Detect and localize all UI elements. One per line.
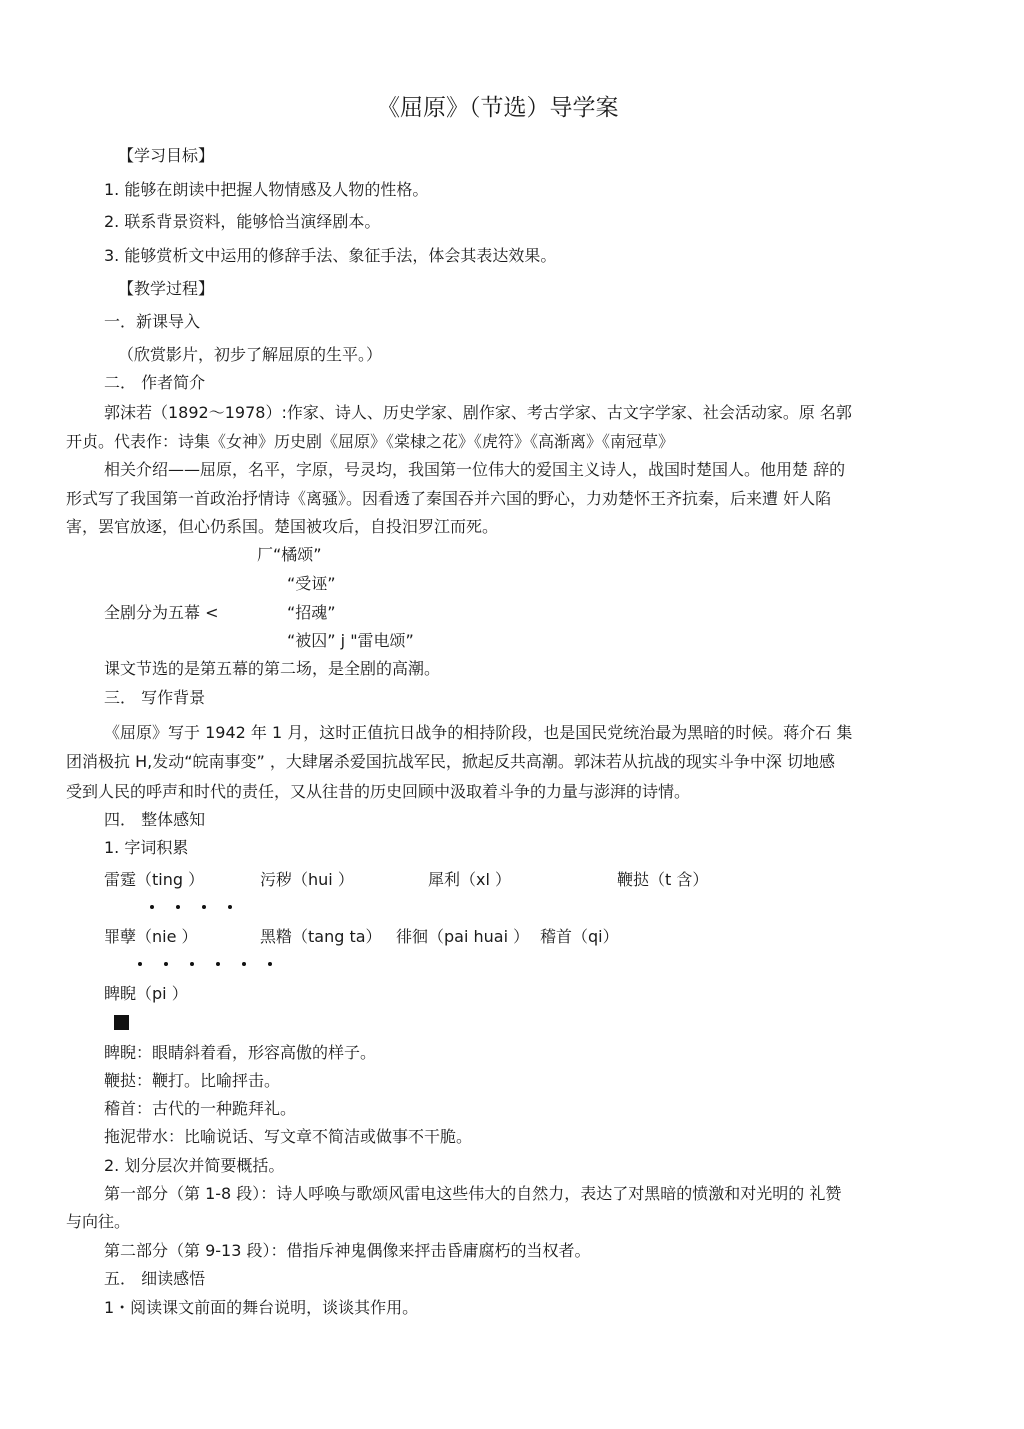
paragraph-line: 相关介绍——屈原，名平，字原，号灵均，我国第一位伟大的爱国主义诗人，战国时楚国人。他用楚 辞的 xyxy=(104,460,846,479)
sub-heading: 2. 划分层次并简要概括。 xyxy=(104,1156,285,1175)
section-heading: 一．新课导入 xyxy=(104,312,201,331)
act-item: “招魂” xyxy=(287,603,336,622)
act-item: “受诬” xyxy=(287,574,336,593)
vocab-word: 雷霆（ting ） xyxy=(104,870,205,889)
paragraph-line: 害，罢官放逐，但心仍系国。楚国被攻后，自投汨罗江而死。 xyxy=(66,517,499,536)
paragraph-line: 与向往。 xyxy=(66,1212,131,1231)
definition: 拖泥带水：比喻说话、写文章不简洁或做事不干脆。 xyxy=(104,1127,473,1146)
paragraph: 课文节选的是第五幕的第二场，是全剧的高潮。 xyxy=(104,659,441,678)
goal-item: 2. 联系背景资料，能够恰当演绎剧本。 xyxy=(104,212,381,231)
vocab-word: 污秽（hui ） xyxy=(260,870,354,889)
act-item: 厂“橘颂” xyxy=(257,545,322,564)
acts-lead: 全剧分为五幕 < xyxy=(104,603,219,622)
page-title: 《屈原》（节选）导学案 xyxy=(377,95,619,121)
question: 1・阅读课文前面的舞台说明，谈谈其作用。 xyxy=(104,1298,419,1317)
square-bullet-icon xyxy=(114,1015,129,1030)
vocab-word: 稽首（qi） xyxy=(540,927,619,946)
process-heading: 【教学过程】 xyxy=(118,279,215,298)
act-item: “被囚” j "雷电颂” xyxy=(287,631,414,650)
vocab-word: 犀利（xl ） xyxy=(428,870,512,889)
goal-item: 1. 能够在朗读中把握人物情感及人物的性格。 xyxy=(104,180,429,199)
vocab-word: 徘徊（pai huai ） xyxy=(396,927,530,946)
goals-heading: 【学习目标】 xyxy=(118,146,215,165)
paragraph-line: 团消极抗 H,发动“皖南事变” ，大肆屠杀爱国抗战军民，掀起反共高潮。郭沫若从抗战的现实斗争中深 切地感 xyxy=(66,752,835,771)
emphasis-dots xyxy=(150,898,254,912)
section-heading: 五． 细读感悟 xyxy=(104,1269,206,1288)
section-heading: 三． 写作背景 xyxy=(104,688,206,707)
paragraph-line: 形式写了我国第一首政治抒情诗《离骚》。因看透了秦国吞并六国的野心，力劝楚怀王齐抗秦，后来遭 奸人陷 xyxy=(66,489,832,508)
vocab-word: 鞭挞（t 含） xyxy=(617,870,709,889)
definition: 睥睨：眼睛斜着看，形容高傲的样子。 xyxy=(104,1043,377,1062)
paragraph-line: 第一部分（第 1-8 段）：诗人呼唤与歌颂风雷电这些伟大的自然力，表达了对黑暗的愤激和对光明的 礼赞 xyxy=(104,1184,842,1203)
definition: 鞭挞：鞭打。比喻抨击。 xyxy=(104,1071,281,1090)
section-heading: 二． 作者简介 xyxy=(104,373,206,392)
paragraph-line: 开贞。代表作：诗集《女神》历史剧《屈原》《棠棣之花》《虎符》《高渐离》《南冠草》 xyxy=(66,432,675,451)
sub-heading: 1. 字词积累 xyxy=(104,838,189,857)
section-heading: 四． 整体感知 xyxy=(104,810,206,829)
definition: 稽首：古代的一种跪拜礼。 xyxy=(104,1099,297,1118)
paragraph-line: 郭沫若（1892～1978）:作家、诗人、历史学家、剧作家、考古学家、古文字学家、社会活动家。原 名郭 xyxy=(104,403,852,422)
paragraph: 第二部分（第 9-13 段）：借指斥神鬼偶像来抨击昏庸腐朽的当权者。 xyxy=(104,1241,591,1260)
paragraph-line: 《屈原》写于 1942 年 1 月，这时正值抗日战争的相持阶段，也是国民党统治最为黑暗的时候。蒋介石 集 xyxy=(104,723,853,742)
vocab-word: 罪孽（nie ） xyxy=(104,927,198,946)
emphasis-dots xyxy=(138,955,294,969)
vocab-word: 睥睨（pi ） xyxy=(104,984,188,1003)
paragraph-line: 受到人民的呼声和时代的责任，又从往昔的历史回顾中汲取着斗争的力量与澎湃的诗情。 xyxy=(66,782,691,801)
vocab-word: 黑糌（tang ta） xyxy=(260,927,382,946)
goal-item: 3. 能够赏析文中运用的修辞手法、象征手法，体会其表达效果。 xyxy=(104,246,557,265)
paragraph: （欣赏影片，初步了解屈原的生平。） xyxy=(118,345,383,364)
